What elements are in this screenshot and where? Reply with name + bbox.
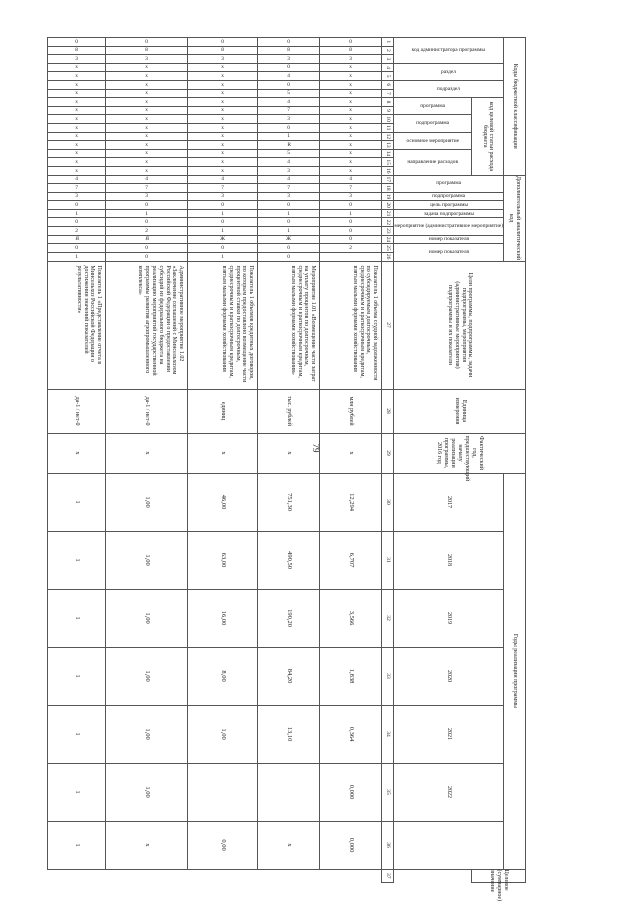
header-analytic: Дополнительный аналитический код [504,175,526,261]
code-cell: х [320,132,382,141]
code-cell: х [320,89,382,98]
code-cell: 7 [48,184,106,193]
code-cell: 1 [48,209,106,218]
code-cell: 0 [188,201,258,210]
year-value-cell: 84,20 [258,647,320,705]
column-number: 2 [382,46,394,55]
column-number: 4 [382,63,394,72]
header-2021: 2021 [394,705,504,763]
code-cell: х [48,63,106,72]
code-cell: х [188,149,258,158]
code-cell: х [320,72,382,81]
code-cell: 1 [258,209,320,218]
code-cell: 8 [258,46,320,55]
code-cell: х [48,132,106,141]
code-cell: 7 [258,184,320,193]
year-value-cell: х [258,821,320,869]
code-cell: х [106,98,188,107]
code-cell: х [188,80,258,89]
code-cell: х [188,98,258,107]
code-cell: х [48,141,106,150]
header-a-goal: цель программы [394,201,504,210]
code-cell: 8 [48,46,106,55]
code-cell: 3 [258,192,320,201]
code-cell: х [188,106,258,115]
code-cell: 4 [188,175,258,184]
year-value-cell: 490,50 [258,531,320,589]
code-cell: 0 [320,38,382,47]
code-cell: 3 [48,55,106,64]
column-number: 14 [382,149,394,158]
code-cell: 0 [258,80,320,89]
code-cell: 0 [258,63,320,72]
code-cell: 4 [258,98,320,107]
indicator-name: Показатель 1 объемов кредитных договоров, по которым предоставлено возмещение части процентной ставки по долгосрочным, среднесрочным и краткосрочным кредитам, взятым малыми формами хозяйствования [188,261,258,389]
code-cell: 7 [188,184,258,193]
indicator-name: Мероприятие 1.01 «Возмещение части затрат на уплату процентов по долгосрочным, среднесрочным и краткосрочным кредитам, взятым малыми формами хозяйствования» [258,261,320,389]
code-cell: х [106,106,188,115]
unit-cell: да-1 / нет-0 [106,389,188,433]
year-value-cell: 1 [48,531,106,589]
unit-cell: единиц [188,389,258,433]
code-cell: 3 [258,166,320,175]
header-a-measure-type: номер показателя [394,235,504,244]
code-cell: 0 [258,244,320,253]
year-value-cell: 751,30 [258,473,320,531]
column-number: 16 [382,166,394,175]
code-cell: 0 [258,252,320,261]
code-cell: х [48,149,106,158]
column-number: 8 [382,98,394,107]
year-value-cell: 1,00 [106,763,188,821]
header-final: Целевое (суммарное) значение [472,869,526,883]
column-number: 29 [382,433,394,473]
header-name: Цели программы, подпрограммы, задачи подпрограммы, мероприятия (административные мероприятия) подпрограммы и их показатели [394,261,526,389]
indicator-name: Административное мероприятие 1.02 «Заключение соглашений с Минсельхозом Российской Федерации о предоставлении субсидий из федерального бюджета на реализацию мероприятий государственной программы развития агропромышленного комплекса» [106,261,188,389]
base-year-cell: х [106,433,188,473]
code-cell: 7 [258,106,320,115]
code-cell: 1 [320,209,382,218]
year-value-cell: 0,364 [320,705,382,763]
code-cell: 4 [48,175,106,184]
code-cell: 1 [258,132,320,141]
code-cell: 0 [258,218,320,227]
year-value-cell: 1,00 [106,705,188,763]
column-number: 24 [382,235,394,244]
year-value-cell: 1 [48,705,106,763]
code-cell: х [320,98,382,107]
year-value-cell [258,763,320,821]
column-number: 32 [382,589,394,647]
year-value-cell: 16,00 [188,589,258,647]
column-number: 3 [382,55,394,64]
code-cell: R [258,141,320,150]
code-cell: 0 [320,218,382,227]
code-cell: Я [106,235,188,244]
code-cell: х [106,123,188,132]
table-row [48,38,106,883]
code-cell: х [106,63,188,72]
code-cell: 0 [188,38,258,47]
code-cell: 0 [188,244,258,253]
column-number: 19 [382,192,394,201]
column-number: 20 [382,201,394,210]
code-cell: 0 [106,244,188,253]
code-cell: Ж [258,235,320,244]
header-t-program: программа [394,98,472,115]
column-number: 28 [382,389,394,433]
table-row [106,38,188,883]
code-cell: 3 [106,55,188,64]
column-number: 5 [382,72,394,81]
year-value-cell: 3,566 [320,589,382,647]
column-number: 15 [382,158,394,167]
code-cell: 0 [258,201,320,210]
code-cell: 3 [320,55,382,64]
year-value-cell: 1 [48,589,106,647]
header-razdel: раздел [394,63,504,80]
year-value-cell: 13,10 [258,705,320,763]
year-value-cell: 1 [48,763,106,821]
code-cell: х [320,106,382,115]
code-cell: х [106,132,188,141]
year-value-cell: 63,00 [188,531,258,589]
table-row [320,38,382,883]
code-cell: 0 [258,38,320,47]
table-row [258,38,320,883]
year-value-cell: 190,20 [258,589,320,647]
code-cell: 4 [258,175,320,184]
year-value-cell: 0,00 [188,821,258,869]
header-2017: 2017 [394,473,504,531]
code-cell: х [320,80,382,89]
header-a-indicator: номер показателя [394,244,504,261]
code-cell: 4 [106,175,188,184]
header-target: код целевой статьи расхода бюджета [472,98,504,175]
code-cell: 0 [320,227,382,236]
year-value-cell: 1,00 [106,531,188,589]
code-cell: х [188,158,258,167]
year-value-cell: 0,000 [320,763,382,821]
unit-cell: млн рублей [320,389,382,433]
header-2019: 2019 [394,589,504,647]
code-cell: 2 [106,227,188,236]
indicator-name: Показатель 1 «Представление отчета в Минсельхоз Российской Федерации о достижении значений показателей результативности» [48,261,106,389]
year-value-cell: х [106,821,188,869]
year-value-cell: 1,00 [188,705,258,763]
year-value-cell: 1,00 [106,589,188,647]
table-row [188,38,258,883]
code-cell: 1 [188,252,258,261]
column-number: 18 [382,184,394,193]
code-cell: 0 [106,201,188,210]
code-cell: 1 [188,227,258,236]
code-cell: 3 [188,55,258,64]
column-number: 9 [382,106,394,115]
code-cell: 0 [320,235,382,244]
program-indicators-sheet [73,37,526,902]
indicator-name: Показатель 1 объема ссудной задолженности по субсидируемым долгосрочным, среднесрочным и краткосрочным кредитам, взятым малыми формами хозяйствования [320,261,382,389]
year-value-cell: 46,00 [188,473,258,531]
code-cell: х [48,98,106,107]
header-a-subprogram: подпрограмма [394,192,504,201]
code-cell: 2 [48,227,106,236]
code-cell: х [48,115,106,124]
code-cell: х [188,115,258,124]
column-number: 35 [382,763,394,821]
code-cell: 0 [188,218,258,227]
code-cell: х [106,72,188,81]
code-cell: х [320,149,382,158]
header-a-measure: мероприятие (административное мероприятие) [394,218,504,235]
unit-cell: да-1 / нет-0 [48,389,106,433]
column-number: 13 [382,141,394,150]
code-cell: х [48,158,106,167]
page-number: 79 [311,443,321,453]
column-number: 31 [382,531,394,589]
code-cell: Я [48,235,106,244]
code-cell: х [106,89,188,98]
code-cell: 3 [258,115,320,124]
header-t-sub-direction: направление расходов [394,149,472,175]
header-a-task: задача подпрограммы [394,209,504,218]
column-number: 33 [382,647,394,705]
header-codes: Коды бюджетной классификации [504,38,526,176]
code-cell: 0 [48,38,106,47]
header-2018: 2018 [394,531,504,589]
code-cell: х [188,72,258,81]
code-cell: х [48,106,106,115]
code-cell: 1 [48,252,106,261]
base-year-cell: х [188,433,258,473]
code-cell: х [106,80,188,89]
code-cell: х [320,63,382,72]
code-cell: 4 [258,72,320,81]
column-number: 25 [382,244,394,253]
column-number: 12 [382,132,394,141]
program-indicators-table [47,37,526,902]
code-cell: х [320,166,382,175]
code-cell: х [48,72,106,81]
header-t-subprogram: подпрограмма [394,115,472,132]
unit-cell: тыс. рублей [258,389,320,433]
code-cell: х [106,149,188,158]
year-value-cell: 0,000 [320,821,382,869]
code-cell: 0 [106,218,188,227]
code-cell: Ж [188,235,258,244]
column-number: 17 [382,175,394,184]
year-value-cell: 1,00 [106,473,188,531]
code-cell: х [188,63,258,72]
header-a-program: программа [394,175,504,192]
year-value-cell: 1,838 [320,647,382,705]
code-cell: х [188,89,258,98]
base-year-cell: х [48,433,106,473]
column-number: 7 [382,89,394,98]
column-number: 10 [382,115,394,124]
code-cell: 1 [106,209,188,218]
column-number: 1 [382,38,394,47]
code-cell: х [320,123,382,132]
code-cell: х [188,166,258,175]
year-value-cell [188,763,258,821]
year-value-cell: 6,707 [320,531,382,589]
column-number: 21 [382,209,394,218]
year-value-cell: 1 [48,647,106,705]
header-2022-b [394,821,504,869]
code-cell: х [320,141,382,150]
header-t-direction: основное мероприятие [394,132,472,149]
code-cell: х [320,115,382,124]
column-number: 27 [382,261,394,389]
code-cell: 7 [320,184,382,193]
year-value-cell: 12,294 [320,473,382,531]
code-cell: 3 [258,55,320,64]
column-number: 22 [382,218,394,227]
year-value-cell: 8,00 [188,647,258,705]
header-admin: код администратора программы [394,38,504,64]
code-cell: 3 [188,192,258,201]
year-value-cell: 1 [48,821,106,869]
column-number: 26 [382,252,394,261]
column-number: 34 [382,705,394,763]
code-cell: 1 [258,227,320,236]
code-cell: х [188,123,258,132]
column-number: 23 [382,227,394,236]
year-value-cell: 1 [48,473,106,531]
code-cell: 4 [258,158,320,167]
code-cell: 0 [48,201,106,210]
code-cell: 2 [320,244,382,253]
code-cell: х [106,166,188,175]
code-cell: 8 [106,46,188,55]
code-cell: х [48,123,106,132]
column-number: 11 [382,123,394,132]
header-podrazdel: подраздел [394,80,504,97]
column-number: 36 [382,821,394,869]
base-year-cell: х [320,433,382,473]
code-cell: х [48,80,106,89]
code-cell: 3 [320,192,382,201]
code-cell: 0 [106,252,188,261]
code-cell: х [106,115,188,124]
code-cell [320,252,382,261]
code-cell: 7 [106,184,188,193]
header-base: Фактический год, предшествующий началу реализации программы, 2016 год [394,433,526,473]
code-cell: 5 [258,149,320,158]
base-year-cell: х [258,433,320,473]
code-cell: х [48,89,106,98]
code-cell: 0 [258,123,320,132]
code-cell: х [188,141,258,150]
code-cell: х [106,141,188,150]
header-2022: 2022 [394,763,504,821]
code-cell: 4 [320,175,382,184]
code-cell: 0 [48,244,106,253]
column-number: 30 [382,473,394,531]
code-cell: х [188,132,258,141]
code-cell: 8 [188,46,258,55]
header-2020: 2020 [394,647,504,705]
year-value-cell: 1,00 [106,647,188,705]
code-cell: х [48,166,106,175]
code-cell: 3 [106,192,188,201]
header-unit: Единица измерения [394,389,526,433]
column-number: 6 [382,80,394,89]
code-cell: 0 [320,201,382,210]
code-cell: 5 [258,89,320,98]
header-years: Годы реализации программы [504,473,526,869]
code-cell: 0 [106,38,188,47]
code-cell: 3 [48,192,106,201]
column-number: 37 [382,869,394,883]
code-cell: 8 [320,46,382,55]
code-cell: х [106,158,188,167]
code-cell: х [320,158,382,167]
code-cell: 0 [48,218,106,227]
code-cell: 1 [188,209,258,218]
